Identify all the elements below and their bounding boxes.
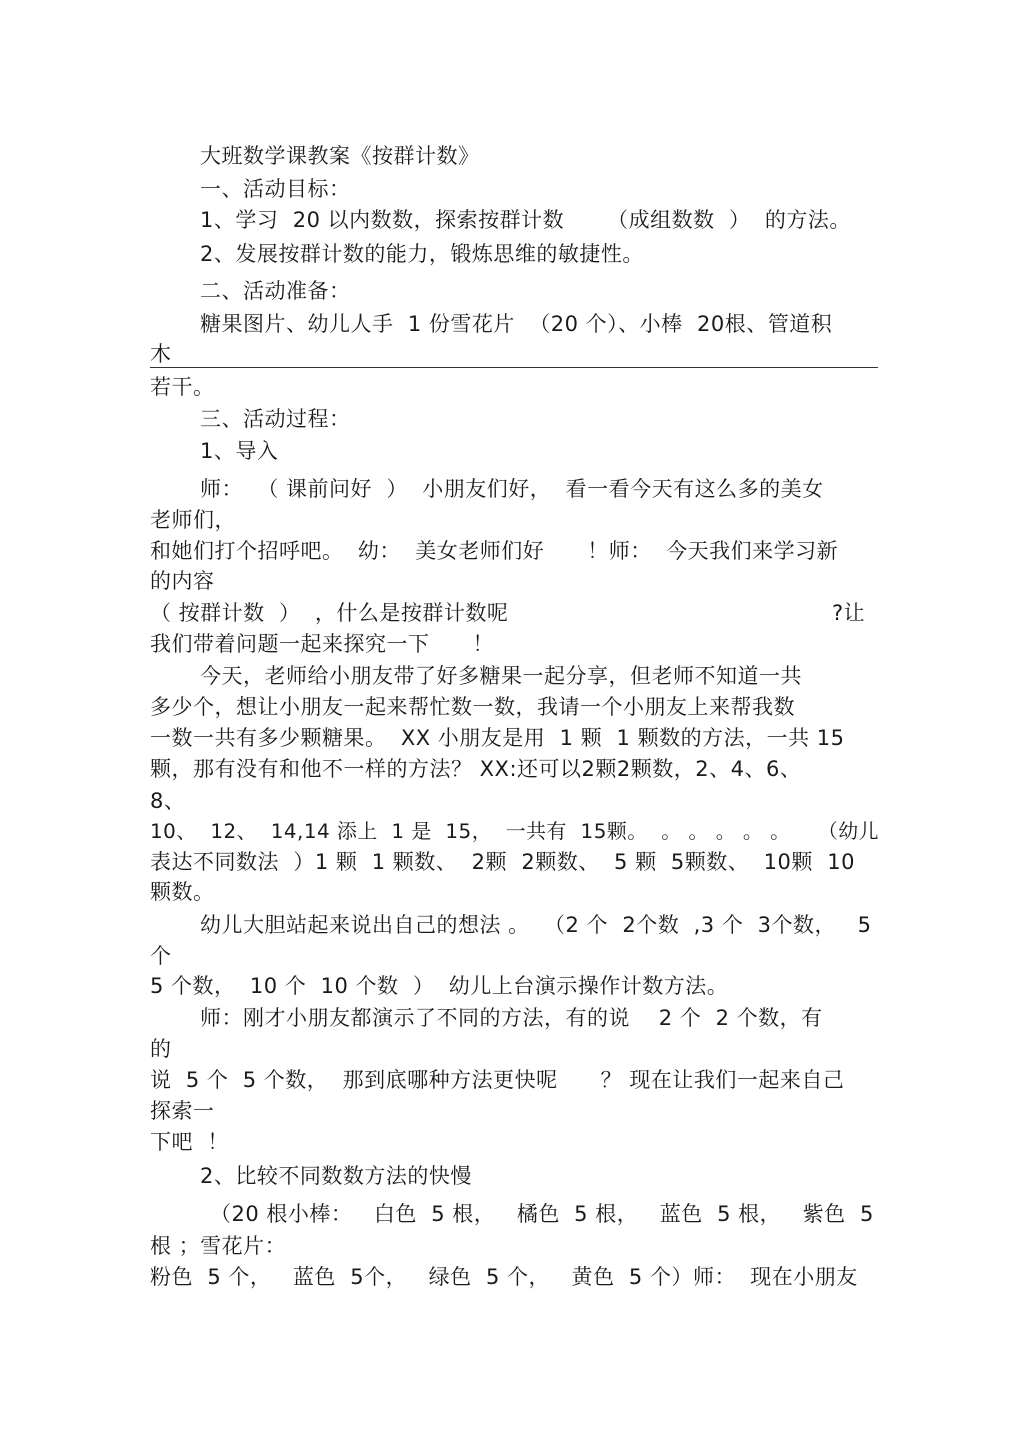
text-line: 粉色 5 个， 蓝色 5个， 绿色 5 个， 黄色 5 个）师： 现在小朋友 (150, 1265, 858, 1289)
text-line: 和她们打个招呼吧。 幼： 美女老师们好 ！师： 今天我们来学习新 (150, 539, 839, 563)
text-line: 幼儿大胆站起来说出自己的想法 。 （2 个 2个数 ,3 个 3个数， 5 (200, 913, 872, 937)
text-line: 下吧 ！ (150, 1130, 229, 1154)
text-line: 老师们， (150, 508, 236, 532)
text-line: 颗数。 (150, 880, 215, 904)
subsection-heading: 1、导入 (200, 439, 279, 463)
text-line: 师：刚才小朋友都演示了不同的方法，有的说 2 个 2 个数，有 (200, 1006, 823, 1030)
text-line: ?让 (832, 601, 866, 625)
text-line: 一数一共有多少颗糖果。 XX 小朋友是用 1 颗 1 颗数的方法，一共 15 (150, 726, 845, 750)
text-line: （20 根小棒： 白色 5 根， 橘色 5 根， 蓝色 5 根， 紫色 5 (210, 1202, 874, 1226)
text-line: 10、 12、 14,14 添上 1 是 15， 一共有 15颗。 。 。 。 。 。 （幼儿 (150, 820, 880, 843)
text-line: 颗，那有没有和他不一样的方法？ XX:还可以2颗2颗数，2、4、6、 (150, 757, 802, 781)
text-line: 8、 (150, 789, 186, 813)
text-line: 根 ；雪花片： (150, 1234, 287, 1258)
text-line: 若干。 (150, 375, 215, 399)
text-line: 2、发展按群计数的能力，锻炼思维的敏捷性。 (200, 242, 644, 266)
text-line: 我们带着问题一起来探究一下 ！ (150, 632, 495, 656)
section-heading: 三、活动过程： (200, 407, 351, 431)
horizontal-rule (150, 367, 878, 368)
text-line: 探索一 (150, 1099, 215, 1123)
text-line: 5 个数， 10 个 10 个数 ） 幼儿上台演示操作计数方法。 (150, 974, 729, 998)
text-line: 师： （ 课前问好 ） 小朋友们好， 看一看今天有这么多的美女 (200, 477, 824, 501)
text-line: 个 (150, 944, 172, 968)
document-title: 大班数学课教案《按群计数》 (200, 144, 480, 168)
text-line: 多少个，想让小朋友一起来帮忙数一数，我请一个小朋友上来帮我数 (150, 695, 795, 719)
section-heading: 二、活动准备： (200, 279, 351, 303)
text-line: 的内容 (150, 569, 215, 593)
text-line: 说 5 个 5 个数， 那到底哪种方法更快呢 ？ 现在让我们一起来自己 (150, 1068, 845, 1092)
text-line: 1、学习 20 以内数数，探索按群计数 （成组数数 ） 的方法。 (200, 208, 851, 232)
text-line: 表达不同数法 ）1 颗 1 颗数、 2颗 2颗数、 5 颗 5颗数、 10颗 10 (150, 850, 855, 874)
text-line: 糖果图片、幼儿人手 1 份雪花片 （20 个）、小棒 20根、管道积 (200, 312, 833, 336)
text-line: （ 按群计数 ） ，什么是按群计数呢 (150, 601, 509, 625)
text-line: 木 (150, 342, 172, 366)
section-heading: 一、活动目标： (200, 177, 351, 201)
subsection-heading: 2、比较不同数数方法的快慢 (200, 1164, 472, 1188)
text-line: 的 (150, 1037, 172, 1061)
text-line: 今天，老师给小朋友带了好多糖果一起分享，但老师不知道一共 (200, 664, 802, 688)
